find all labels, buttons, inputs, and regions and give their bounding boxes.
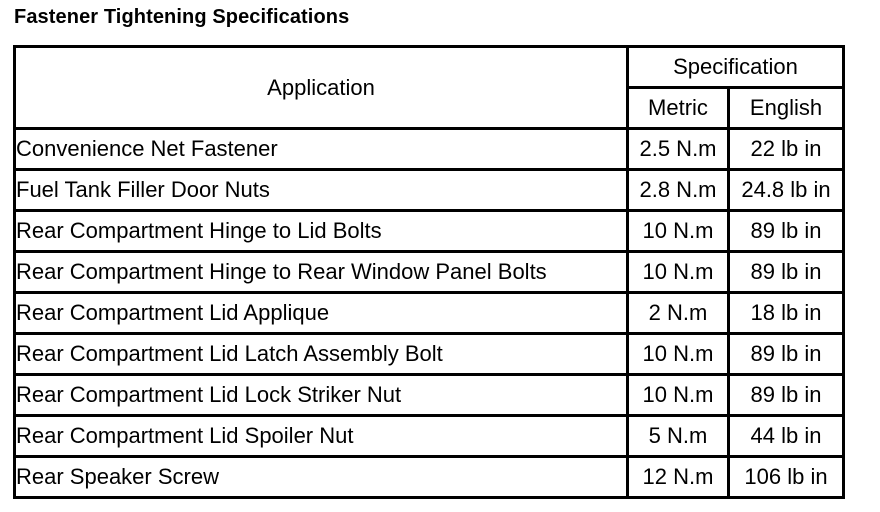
english-cell: 22 lb in — [730, 130, 842, 171]
application-cell: Convenience Net Fastener — [16, 130, 629, 171]
english-cell: 44 lb in — [730, 417, 842, 458]
metric-cell: 10 N.m — [629, 212, 730, 253]
table-row — [16, 212, 842, 253]
application-cell: Rear Compartment Lid Spoiler Nut — [16, 417, 629, 458]
table-row — [16, 253, 842, 294]
application-header: Application — [16, 48, 629, 130]
table-row — [16, 458, 842, 496]
specification-header: Specification — [629, 48, 842, 89]
metric-cell: 2.8 N.m — [629, 171, 730, 212]
english-cell: 24.8 lb in — [730, 171, 842, 212]
english-cell: 106 lb in — [744, 464, 828, 489]
table-row — [16, 294, 842, 335]
english-cell: 89 lb in — [730, 376, 842, 417]
application-cell: Fuel Tank Filler Door Nuts — [16, 171, 629, 212]
application-cell: Rear Compartment Lid Applique — [16, 294, 629, 335]
fastener-spec-table — [13, 45, 845, 499]
metric-cell: 5 N.m — [629, 417, 730, 458]
table-row — [16, 130, 842, 171]
page-title: Fastener Tightening Specifications — [14, 6, 350, 28]
application-cell: Rear Compartment Hinge to Rear Window Panel Bolts — [16, 253, 629, 294]
english-cell: 18 lb in — [730, 294, 842, 335]
metric-cell: 12 N.m — [629, 458, 730, 496]
application-cell: Rear Compartment Hinge to Lid Bolts — [16, 212, 629, 253]
application-cell: Rear Compartment Lid Lock Striker Nut — [16, 376, 629, 417]
table-row — [16, 417, 842, 458]
table-row — [16, 376, 842, 417]
english-cell: 89 lb in — [730, 212, 842, 253]
metric-cell: 10 N.m — [629, 335, 730, 376]
english-header: English — [730, 89, 842, 130]
english-cell: 89 lb in — [730, 253, 842, 294]
metric-header: Metric — [629, 89, 730, 130]
application-cell: Rear Speaker Screw — [16, 458, 629, 496]
english-cell: 89 lb in — [730, 335, 842, 376]
application-cell: Rear Compartment Lid Latch Assembly Bolt — [16, 335, 629, 376]
table-row — [16, 171, 842, 212]
metric-cell: 10 N.m — [629, 376, 730, 417]
metric-cell: 2.5 N.m — [629, 130, 730, 171]
table-row — [16, 335, 842, 376]
metric-cell: 10 N.m — [629, 253, 730, 294]
metric-cell: 2 N.m — [629, 294, 730, 335]
